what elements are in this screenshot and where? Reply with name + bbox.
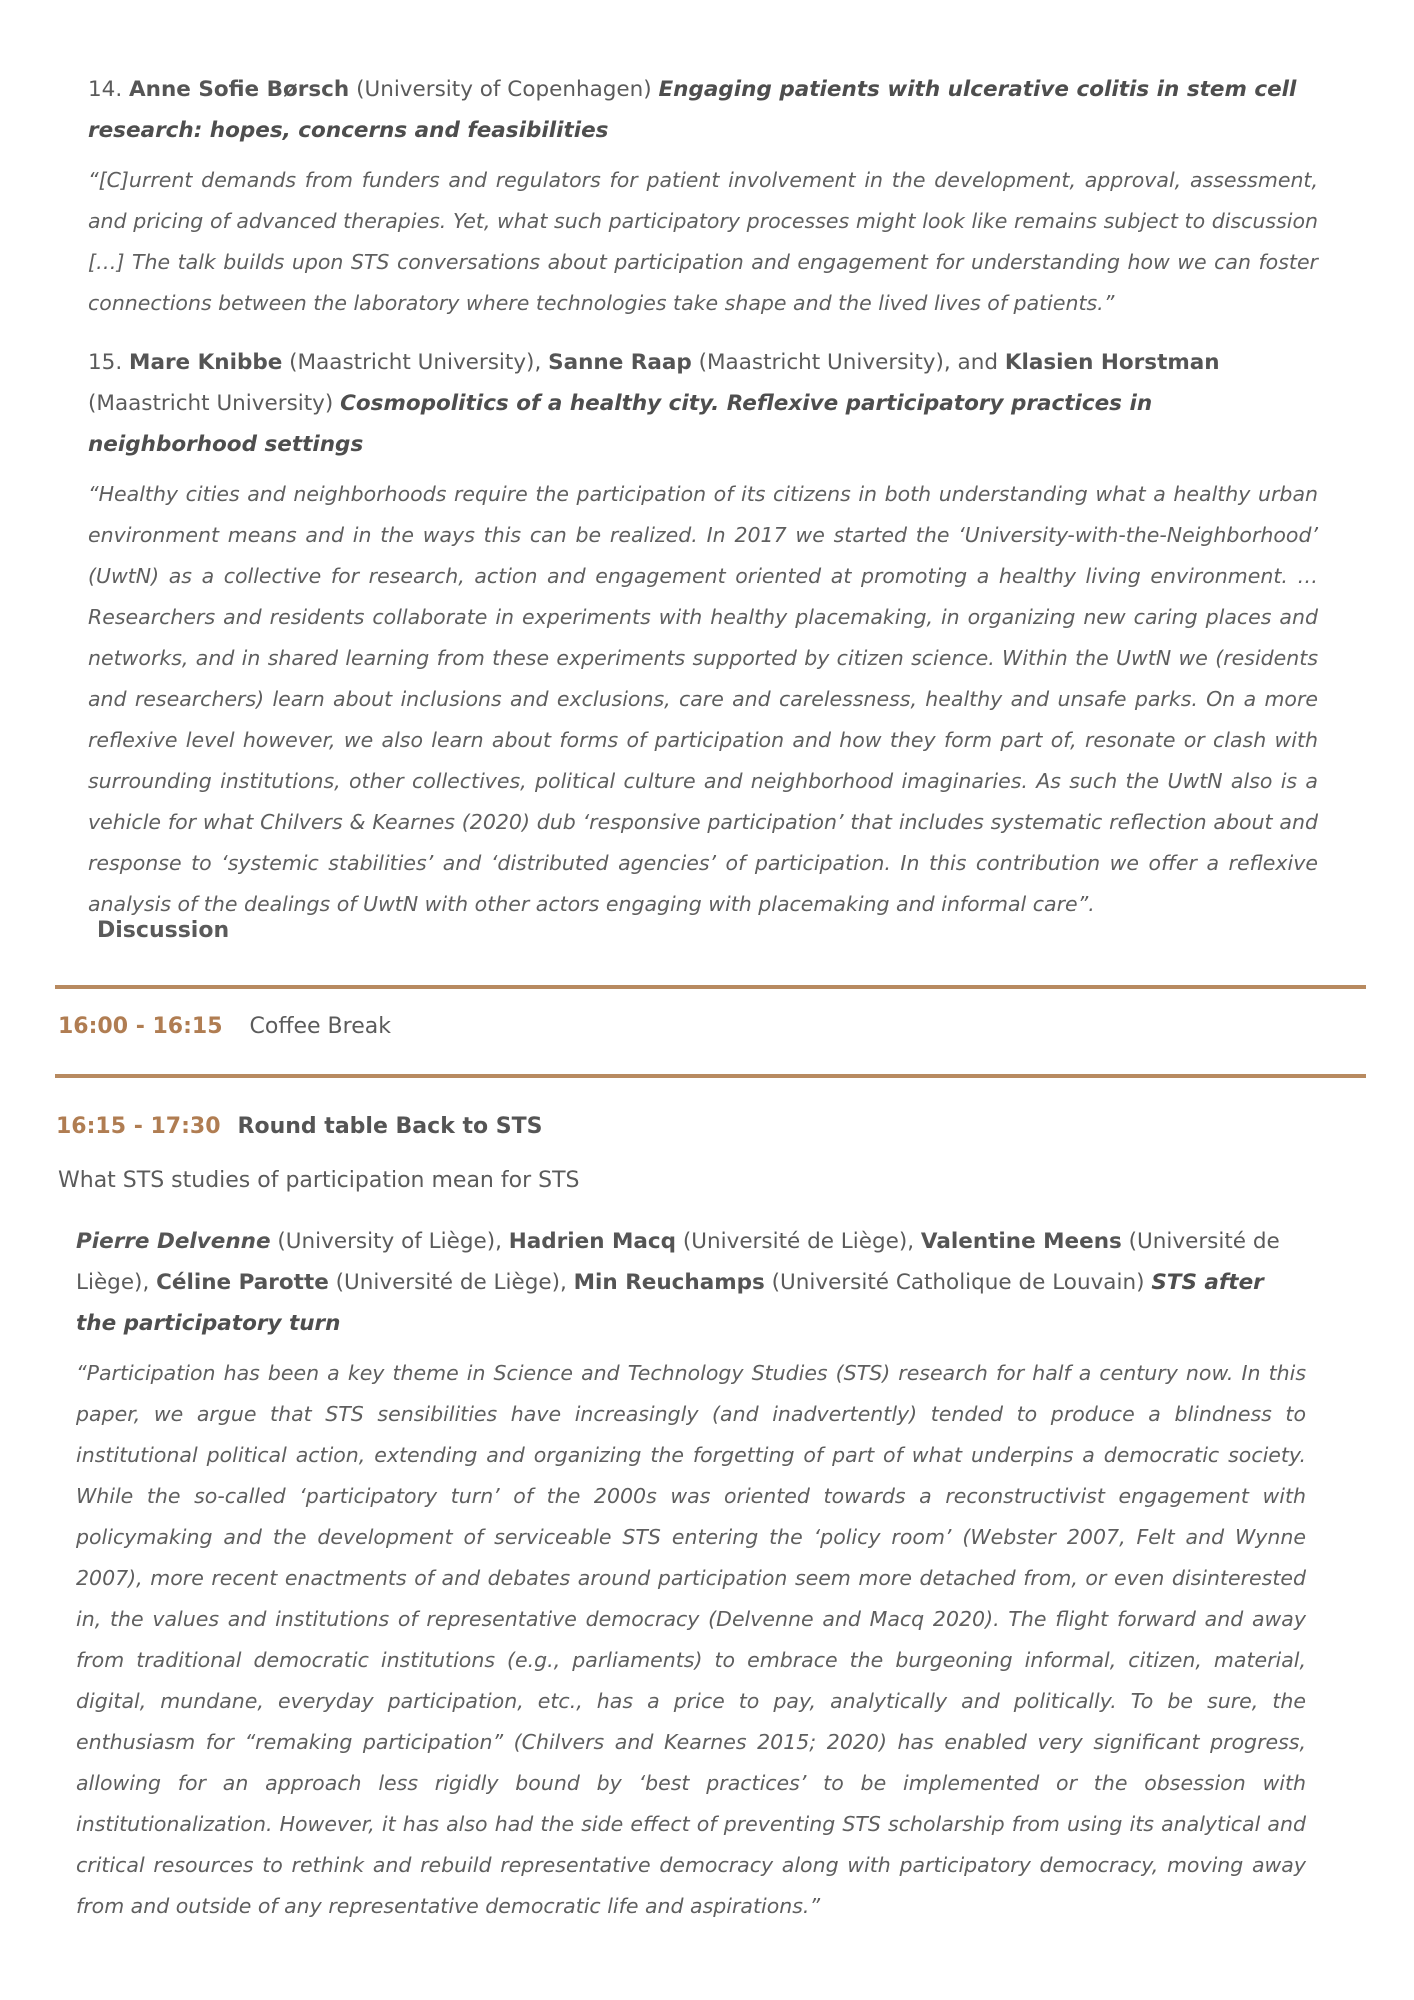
- presentation-15-abstract: “Healthy cities and neighborhoods require the participation of its citizens in both understanding what a healthy urban environment means and in the ways this can be realized. In 2017 we started the ‘University-with-the-Neighborhood’ (UwtN) as a collective for research, action and engagement oriented at promoting a healthy living environment. … Researchers and residents collaborate in experiments with healthy placemaking, in organizing new caring places and networks, and in shared learning from these experiments supported by citizen science. Within the UwtN we (residents and researchers) learn about inclusions and exclusions, care and carelessness, healthy and unsafe parks. On a more reflexive level however, we also learn about forms of participation and how they form part of, resonate or clash with surrounding institutions, other collectives, political culture and neighborhood imaginaries. As such the UwtN also is a vehicle for what Chilvers & Kearnes (2020) dub ‘responsive participation’ that includes systematic reflection about and response to ‘systemic stabilities’ and ‘distributed agencies’ of participation. In this contribution we offer a reflexive analysis of the dealings of UwtN with other actors engaging with placemaking and informal care”.: [88, 482, 1318, 916]
- section-divider: [55, 1074, 1366, 1078]
- author-name: Céline Parotte: [156, 1270, 329, 1295]
- presentation-title: Engaging patients with ulcerative colitis in stem cell research: hopes, concerns and feasibilities: [88, 77, 1297, 143]
- author-name: Mare Knibbe: [129, 350, 283, 375]
- roundtable-slot: [56, 1114, 542, 1139]
- author-affiliation: (Maastricht University),: [282, 350, 549, 375]
- presentation-title: Cosmopolitics of a healthy city. Reflexive participatory practices in neighborhood settings: [88, 391, 1153, 457]
- author-affiliation: (University of Copenhagen): [349, 77, 659, 102]
- presentation-15-heading: [88, 342, 1318, 465]
- time-range: 16:00 - 16:15: [58, 1014, 223, 1039]
- author-affiliation: (Université Catholique de Louvain): [764, 1270, 1152, 1295]
- presentation-15: [88, 342, 1318, 925]
- author-name: Klasien Horstman: [1004, 350, 1220, 375]
- roundtable-subtitle: What STS studies of participation mean for STS: [58, 1168, 580, 1193]
- presentation-title: STS after the participatory turn: [76, 1270, 1264, 1336]
- author-name: Hadrien Macq: [508, 1229, 677, 1254]
- discussion-label: Discussion: [97, 918, 230, 943]
- presentation-number: 15.: [88, 350, 123, 375]
- roundtable-heading: [76, 1221, 1306, 1344]
- slot-label: Coffee Break: [249, 1014, 391, 1039]
- author-affiliation: (Université de Liège),: [76, 1229, 1280, 1295]
- author-affiliation: (University of Liège),: [270, 1229, 509, 1254]
- time-range: 16:15 - 17:30: [56, 1114, 221, 1139]
- author-affiliation: (Université de Liège),: [676, 1229, 921, 1254]
- author-name: Anne Sofie Børsch: [129, 77, 350, 102]
- section-divider: [55, 985, 1366, 989]
- author-name: Valentine Meens: [920, 1229, 1122, 1254]
- presentation-14: [88, 69, 1318, 324]
- roundtable-presentation: [76, 1221, 1306, 1927]
- author-affiliation: (Maastricht University): [88, 391, 341, 416]
- slot-label: Round table Back to STS: [237, 1114, 543, 1139]
- author-name: Pierre Delvenne: [76, 1229, 271, 1254]
- roundtable-abstract: “Participation has been a key theme in Science and Technology Studies (STS) research for half a century now. In this paper, we argue that STS sensibilities have increasingly (and inadvertently) tended to produce a blindness to institutional political action, extending and organizing the forgetting of part of what underpins a democratic society. While the so-called ‘participatory turn’ of the 2000s was oriented towards a reconstructivist engagement with policymaking and the development of serviceable STS entering the ‘policy room’ (Webster 2007, Felt and Wynne 2007), more recent enactments of and debates around participation seem more detached from, or even disinterested in, the values and institutions of representative democracy (Delvenne and Macq 2020). The flight forward and away from traditional democratic institutions (e.g., parliaments) to embrace the burgeoning informal, citizen, material, digital, mundane, everyday participation, etc., has a price to pay, analytically and politically. To be sure, the enthusiasm for “remaking participation” (Chilvers and Kearnes 2015; 2020) has enabled very significant progress, allowing for an approach less rigidly bound by ‘best practices’ to be implemented or the obsession with institutionalization. However, it has also had the side effect of preventing STS scholarship from using its analytical and critical resources to rethink and rebuild representative democracy along with participatory democracy, moving away from and outside of any representative democratic life and aspirations.”: [76, 1361, 1306, 1918]
- coffee-break-slot: [58, 1014, 391, 1039]
- author-affiliation: (Maastricht University), and: [691, 350, 1005, 375]
- author-name: Min Reuchamps: [573, 1270, 765, 1295]
- presentation-number: 14.: [88, 77, 123, 102]
- presentation-14-abstract: “[C]urrent demands from funders and regulators for patient involvement in the development, approval, assessment, and pricing of advanced therapies. Yet, what such participatory processes might look like remains subject to discussion […] The talk builds upon STS conversations about participation and engagement for understanding how we can foster connections between the laboratory where technologies take shape and the lived lives of patients.”: [88, 168, 1318, 315]
- author-name: Sanne Raap: [548, 350, 692, 375]
- presentation-14-heading: [88, 69, 1318, 151]
- author-affiliation: (Université de Liège),: [328, 1270, 574, 1295]
